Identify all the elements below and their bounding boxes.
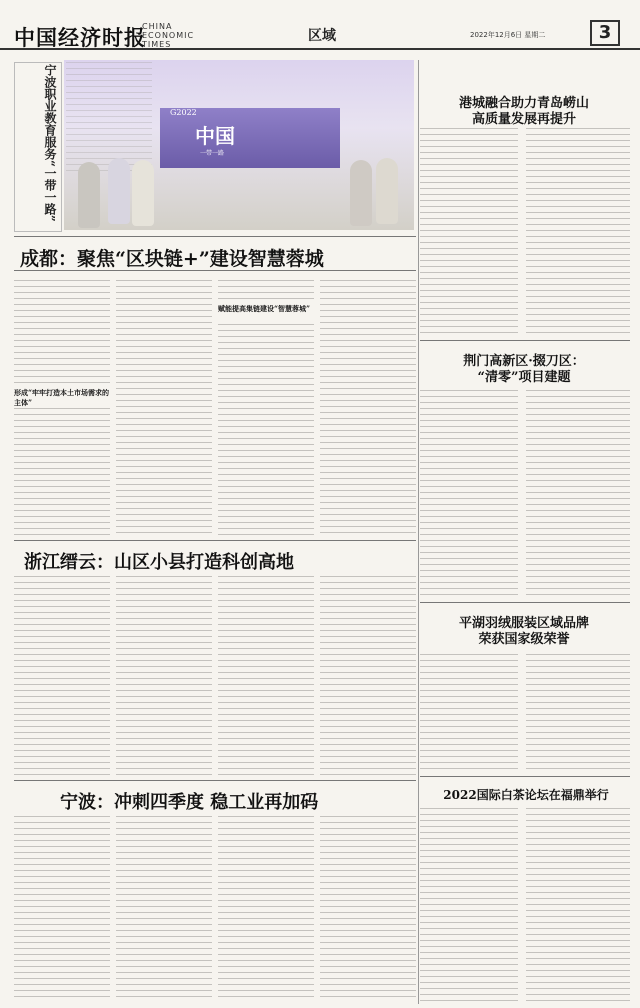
article-body	[14, 408, 110, 536]
article-body	[526, 390, 630, 598]
article-body	[116, 576, 212, 776]
divider	[14, 540, 416, 541]
logo-en-line: ECONOMIC	[142, 31, 195, 40]
article-headline: 荣获国家级荣誉	[478, 632, 570, 647]
article-subhead: 形成“牢牢打造本土市场需求的主体”	[14, 388, 110, 407]
article-body	[526, 128, 630, 336]
article-body	[14, 576, 110, 776]
divider	[420, 602, 630, 603]
section-title: 区域	[308, 28, 336, 44]
article-headline: 浙江缙云：山区小县打造科创高地	[24, 552, 294, 573]
article-body	[14, 816, 110, 1002]
article-body	[420, 654, 518, 770]
newspaper-logo: 中国经济时报	[14, 25, 146, 50]
logo-en-line: CHINA	[142, 22, 173, 31]
divider	[420, 776, 630, 777]
article-headline: “清零”项目建题	[477, 370, 571, 385]
article-body	[420, 390, 518, 598]
photo-caption	[66, 62, 152, 172]
issue-date: 2022年12月6日 星期二	[470, 31, 546, 39]
person-figure	[78, 162, 100, 228]
article-subhead: 赋能提高集链建设“智慧蓉城”	[218, 304, 311, 313]
column-divider	[418, 60, 419, 1004]
newspaper-logo-english	[142, 22, 194, 49]
screen-title: 中国	[195, 124, 235, 148]
article-body	[420, 808, 518, 1002]
article-body	[116, 280, 212, 536]
screen-subtitle: 一带一路	[200, 150, 225, 157]
article-body	[420, 128, 518, 336]
stage-screen	[160, 108, 340, 168]
divider	[14, 236, 416, 237]
article-body	[218, 280, 314, 300]
article-headline: 港城融合助力青岛崂山	[458, 96, 589, 111]
person-figure	[132, 160, 154, 226]
divider	[420, 340, 630, 341]
divider	[14, 270, 416, 271]
page-number: 3	[590, 20, 620, 46]
article-body	[218, 324, 314, 536]
article-body	[320, 280, 416, 536]
article-body	[320, 816, 416, 1002]
article-headline: 高质量发展再提升	[471, 112, 576, 127]
article-headline: 平湖羽绒服装区域品牌	[458, 616, 589, 631]
person-figure	[350, 160, 372, 226]
article-body	[14, 280, 110, 384]
article-headline: 2022国际白茶论坛在福鼎举行	[443, 788, 609, 802]
person-figure	[376, 158, 398, 224]
article-body	[526, 654, 630, 770]
article-body	[526, 808, 630, 1002]
article-headline: 宁波：冲刺四季度 稳工业再加码	[60, 792, 319, 813]
divider	[14, 780, 416, 781]
article-body	[116, 816, 212, 1002]
article-body	[218, 816, 314, 1002]
article-headline: 成都：聚焦“区块链+”建设智慧蓉城	[20, 248, 324, 270]
screen-year: G2022	[170, 108, 197, 117]
article-headline: 荆门高新区·掇刀区：	[463, 354, 585, 369]
logo-en-line: TIMES	[142, 40, 172, 49]
article-body	[320, 576, 416, 776]
article-body	[218, 576, 314, 776]
person-figure	[108, 158, 130, 224]
sidebar-title: 宁波职业教育服务“一带一路”	[43, 64, 57, 222]
